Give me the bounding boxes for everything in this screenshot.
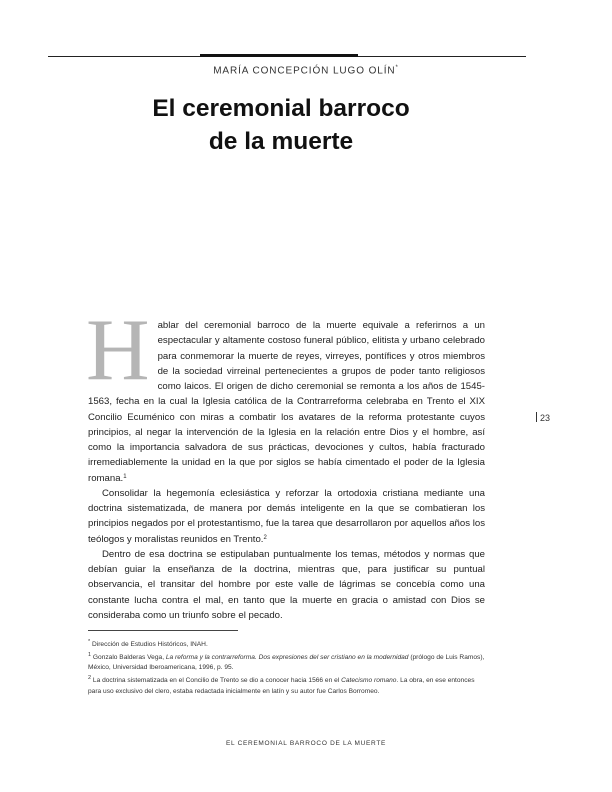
header-rule-accent (200, 54, 358, 57)
author-name: MARÍA CONCEPCIÓN LUGO OLÍN (213, 65, 396, 77)
footnote-1-text-a: Gonzalo Balderas Vega, (92, 654, 166, 662)
footnote-1 (88, 650, 488, 673)
title-line-1: El ceremonial barroco (152, 95, 410, 122)
page-number-value: 23 (540, 413, 551, 423)
footnote-0 (88, 637, 488, 650)
footnote-2-title: Catecismo romano (341, 677, 397, 685)
author-line (0, 65, 612, 76)
paragraph-2-text: Consolidar la hegemonía eclesiástica y reforzar la ortodoxia cristiana mediante una doctrina sistematizada, de manera por demás inteligente en la que se combatieran los principios negados por el protestantismo, fue la tarea que desarrollaron por aquellos años los teólogos y moralistas reunidos en Trento. (88, 487, 485, 545)
footnote-2-text-a: La doctrina sistematizada en el Concilio de Trento se dio a conocer hacia 1566 en el (92, 677, 342, 685)
page-number-bar (536, 412, 537, 422)
page-number (536, 412, 550, 423)
article-body (86, 302, 485, 623)
footnote-1-mark: 1 (88, 652, 92, 659)
footnote-2-text-b: . La obra, en ese entonces para uso exclusivo del clero, estaba redactada inicialmente en latín y su autor fue Carlos Borromeo. (88, 677, 475, 695)
footnote-2 (88, 673, 488, 696)
paragraph-1 (86, 302, 485, 486)
paragraph-3: Dentro de esa doctrina se estipulaban puntualmente los temas, métodos y normas que debían guiar la enseñanza de la doctrina, mientras que, para justificar su puntual observancia, el transitar del hombre por este valle de lágrimas se concebía como una constante lucha contra el mal, en tanto que la muerte en gracia o amistad con Dios se consideraba como un triunfo sobre el pecado. (88, 548, 485, 621)
paragraph-1-text: ablar del ceremonial barroco de la muerte equivale a referirnos a un espectacular y altamente costoso funeral público, elitista y urbano celebrado para conmemorar la muerte de reyes, virreyes, pontífices y otros miembros de la sociedad virreinal pertenecientes a grupos de poder tanto religiosos como laicos. El origen de dicho ceremonial se remonta a los años de 1545-1563, fecha en la cual la Iglesia católica de la Contrarreforma celebraba en Trento el XIX Concilio Ecuménico con miras a combatir los avatares de la reforma protestante cuyos principios, al negar la intervención de la Iglesia en la relación entre Dios y el hombre, así como la importancia salvadora de sus prácticas, devociones y cultos, había fracturado irremediablemente la unidad en la que por siglos se había cimentado el poder de la Iglesia romana. (88, 320, 485, 484)
footnote-rule (88, 630, 238, 631)
footnote-1-title: La reforma y la contrarreforma. Dos expresiones del ser cristiano en la modernidad (165, 654, 409, 662)
drop-cap: H (86, 302, 150, 399)
paragraph-2 (88, 486, 485, 547)
footnote-1-text-b: (prólogo de Luis Ramos), México, Universidad Iberoamericana, 1996, p. 95. (88, 654, 485, 672)
footnotes (88, 637, 488, 697)
running-footer: EL CEREMONIAL BARROCO DE LA MUERTE (225, 740, 387, 747)
article-title (0, 92, 562, 158)
footnote-2-mark: 2 (88, 675, 92, 682)
footnote-ref-1: 1 (123, 473, 127, 480)
footnote-0-mark: * (88, 639, 91, 645)
title-line-2: de la muerte (208, 128, 354, 155)
footnote-0-text: Dirección de Estudios Históricos, INAH. (91, 641, 208, 649)
footnote-ref-2: 2 (263, 534, 267, 541)
author-note-mark: * (395, 65, 399, 71)
